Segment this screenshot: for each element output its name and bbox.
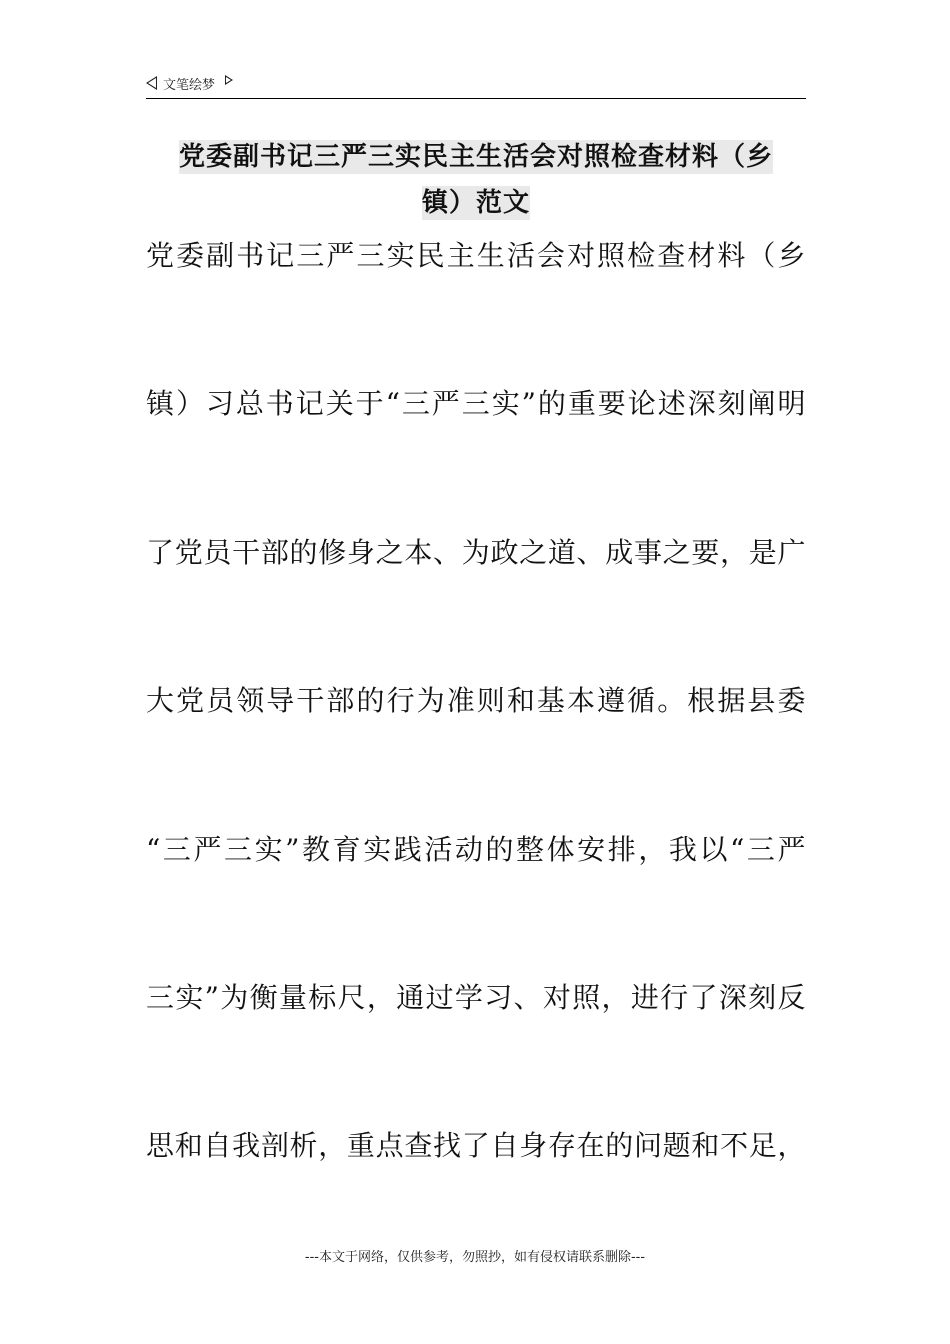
footer-notice: ---本文于网络，仅供参考，勿照抄，如有侵权请联系删除--- xyxy=(304,1250,646,1265)
title-line-1: 党委副书记三严三实民主生活会对照检查材料（乡 xyxy=(178,142,773,172)
header-brand-row xyxy=(146,72,806,94)
document-title xyxy=(146,134,806,226)
page-header xyxy=(146,72,806,99)
body-line-5: “三严三实”教育实践活动的整体安排，我以“三严 xyxy=(146,833,806,866)
body-line-3: 了党员干部的修身之本、为政之道、成事之要，是广 xyxy=(146,536,806,569)
body-line-7: 思和自我剖析，重点查找了自身存在的问题和不足， xyxy=(146,1129,806,1162)
title-line-2: 镇）范文 xyxy=(421,188,530,218)
left-triangle-icon xyxy=(146,76,157,90)
body-line-6: 三实”为衡量标尺，通过学习、对照，进行了深刻反 xyxy=(146,981,806,1014)
body-line-1: 党委副书记三严三实民主生活会对照检查材料（乡 xyxy=(146,239,806,272)
body-line-2: 镇）习总书记关于“三严三实”的重要论述深刻阐明 xyxy=(146,387,806,420)
right-triangle-icon xyxy=(225,75,233,85)
header-brand-text: 文笔绘梦 xyxy=(163,77,216,93)
body-line-4: 大党员领导干部的行为准则和基本遵循。根据县委 xyxy=(146,684,806,717)
